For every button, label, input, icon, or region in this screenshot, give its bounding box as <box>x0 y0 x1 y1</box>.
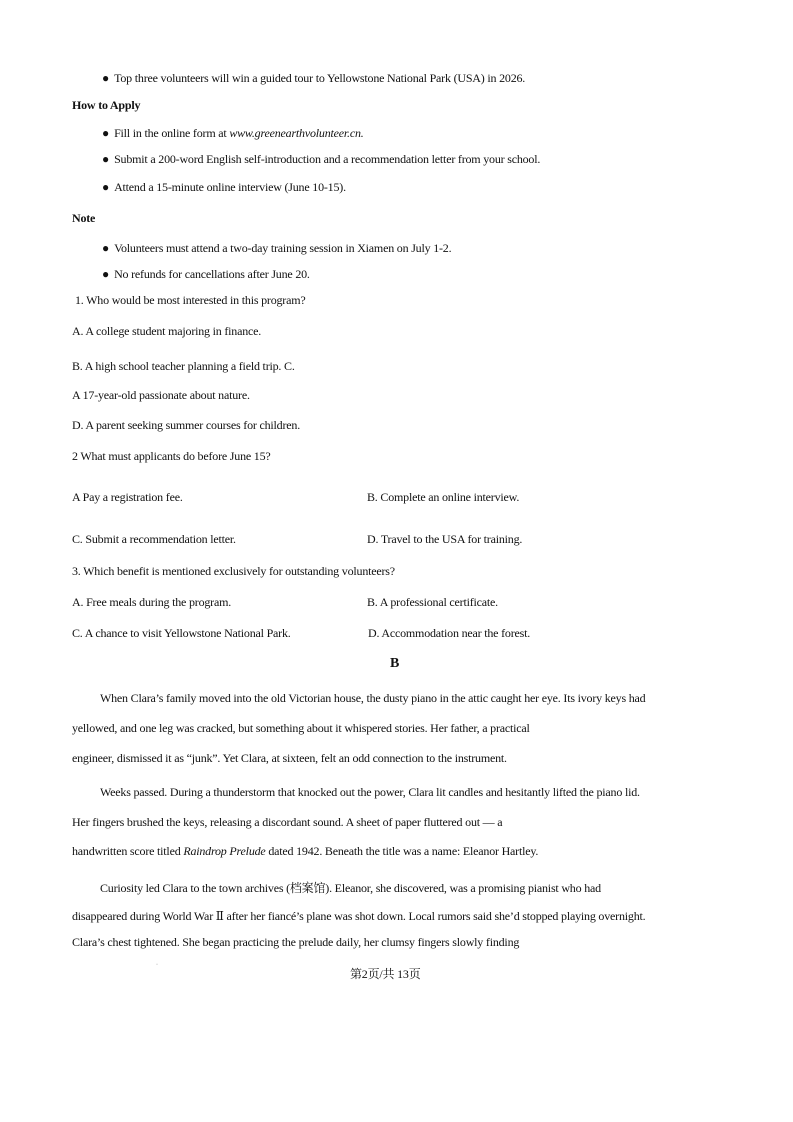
bullet-icon: ● <box>102 180 110 194</box>
footer-mark: · <box>156 962 158 968</box>
section-b-heading: B <box>390 656 400 671</box>
apply-step-3-text: Attend a 15-minute online interview (June 10-15). <box>114 180 346 194</box>
question-2-option-c: C. Submit a recommendation letter. <box>72 532 236 546</box>
passage-b-p3-line-1: Curiosity led Clara to the town archives (档案馆). Eleanor, she discovered, was a promising pianist who had <box>100 881 601 895</box>
question-3-option-c: C. A chance to visit Yellowstone National Park. <box>72 626 291 640</box>
apply-step-3 <box>102 179 346 195</box>
question-2-option-d: D. Travel to the USA for training. <box>367 532 523 546</box>
bullet-icon: ● <box>102 152 110 166</box>
question-3-stem: 3. Which benefit is mentioned exclusively for outstanding volunteers? <box>72 564 395 578</box>
question-1-option-d: D. A parent seeking summer courses for children. <box>72 418 301 432</box>
passage-b-p1-line-2: yellowed, and one leg was cracked, but something about it whispered stories. Her father, a practical <box>72 721 530 735</box>
question-3-option-a: A. Free meals during the program. <box>72 595 232 609</box>
passage-b-p3-line-2: disappeared during World War Ⅱ after her fiancé’s plane was shot down. Local rumors said she’d stopped playing overnight. <box>72 909 646 923</box>
how-to-apply-heading: How to Apply <box>72 98 141 112</box>
question-1-stem: 1. Who would be most interested in this program? <box>75 293 306 307</box>
benefit-text: Top three volunteers will win a guided tour to Yellowstone National Park (USA) in 2026. <box>114 71 526 85</box>
passage-b-p1-line-3: engineer, dismissed it as “junk”. Yet Clara, at sixteen, felt an odd connection to the instrument. <box>72 751 507 765</box>
passage-b-p2-line-1: Weeks passed. During a thunderstorm that knocked out the power, Clara lit candles and hesitantly lifted the piano lid. <box>100 785 640 799</box>
question-2-option-b: B. Complete an online interview. <box>367 490 520 504</box>
question-2-stem: 2 What must applicants do before June 15? <box>72 449 271 463</box>
question-3-option-d: D. Accommodation near the forest. <box>368 626 531 640</box>
bullet-icon: ● <box>102 241 110 255</box>
note-heading: Note <box>72 211 96 225</box>
question-1-option-c: A 17-year-old passionate about nature. <box>72 388 250 402</box>
passage-b-p3-line-3: Clara’s chest tightened. She began practicing the prelude daily, her clumsy fingers slowly finding <box>72 935 520 949</box>
page-number: 第2页/共 13页 <box>350 967 421 981</box>
question-1-option-b: B. A high school teacher planning a field trip. C. <box>72 359 295 373</box>
bullet-icon: ● <box>102 126 110 140</box>
apply-step-2 <box>102 151 540 167</box>
apply-step-1-text: Fill in the online form at <box>114 126 230 140</box>
bullet-icon: ● <box>102 71 110 85</box>
apply-step-2-text: Submit a 200-word English self-introduction and a recommendation letter from your school. <box>114 152 541 166</box>
passage-b-p2-line-3-prefix: handwritten score titled <box>72 844 184 858</box>
passage-b-p2-line-2: Her fingers brushed the keys, releasing a discordant sound. A sheet of paper fluttered out — a <box>72 815 503 829</box>
passage-b-p2-line-3 <box>72 843 538 859</box>
note-item-1 <box>102 240 451 256</box>
score-title: Raindrop Prelude <box>183 844 266 858</box>
note-item-2-text: No refunds for cancellations after June 20. <box>114 267 310 281</box>
apply-step-1 <box>102 125 364 141</box>
note-item-1-text: Volunteers must attend a two-day training session in Xiamen on July 1-2. <box>114 241 452 255</box>
question-2-option-a: A Pay a registration fee. <box>72 490 183 504</box>
question-3-option-b: B. A professional certificate. <box>367 595 498 609</box>
note-item-2 <box>102 266 310 282</box>
apply-url-link[interactable]: www.greenearthvolunteer.cn. <box>229 126 364 140</box>
question-1-option-a: A. A college student majoring in finance. <box>72 324 262 338</box>
benefit-item-1 <box>102 70 525 86</box>
bullet-icon: ● <box>102 267 110 281</box>
passage-b-p2-line-3-suffix: dated 1942. Beneath the title was a name: Eleanor Hartley. <box>265 844 539 858</box>
passage-b-p1-line-1: When Clara’s family moved into the old Victorian house, the dusty piano in the attic caught her eye. Its ivory keys had <box>100 691 646 705</box>
